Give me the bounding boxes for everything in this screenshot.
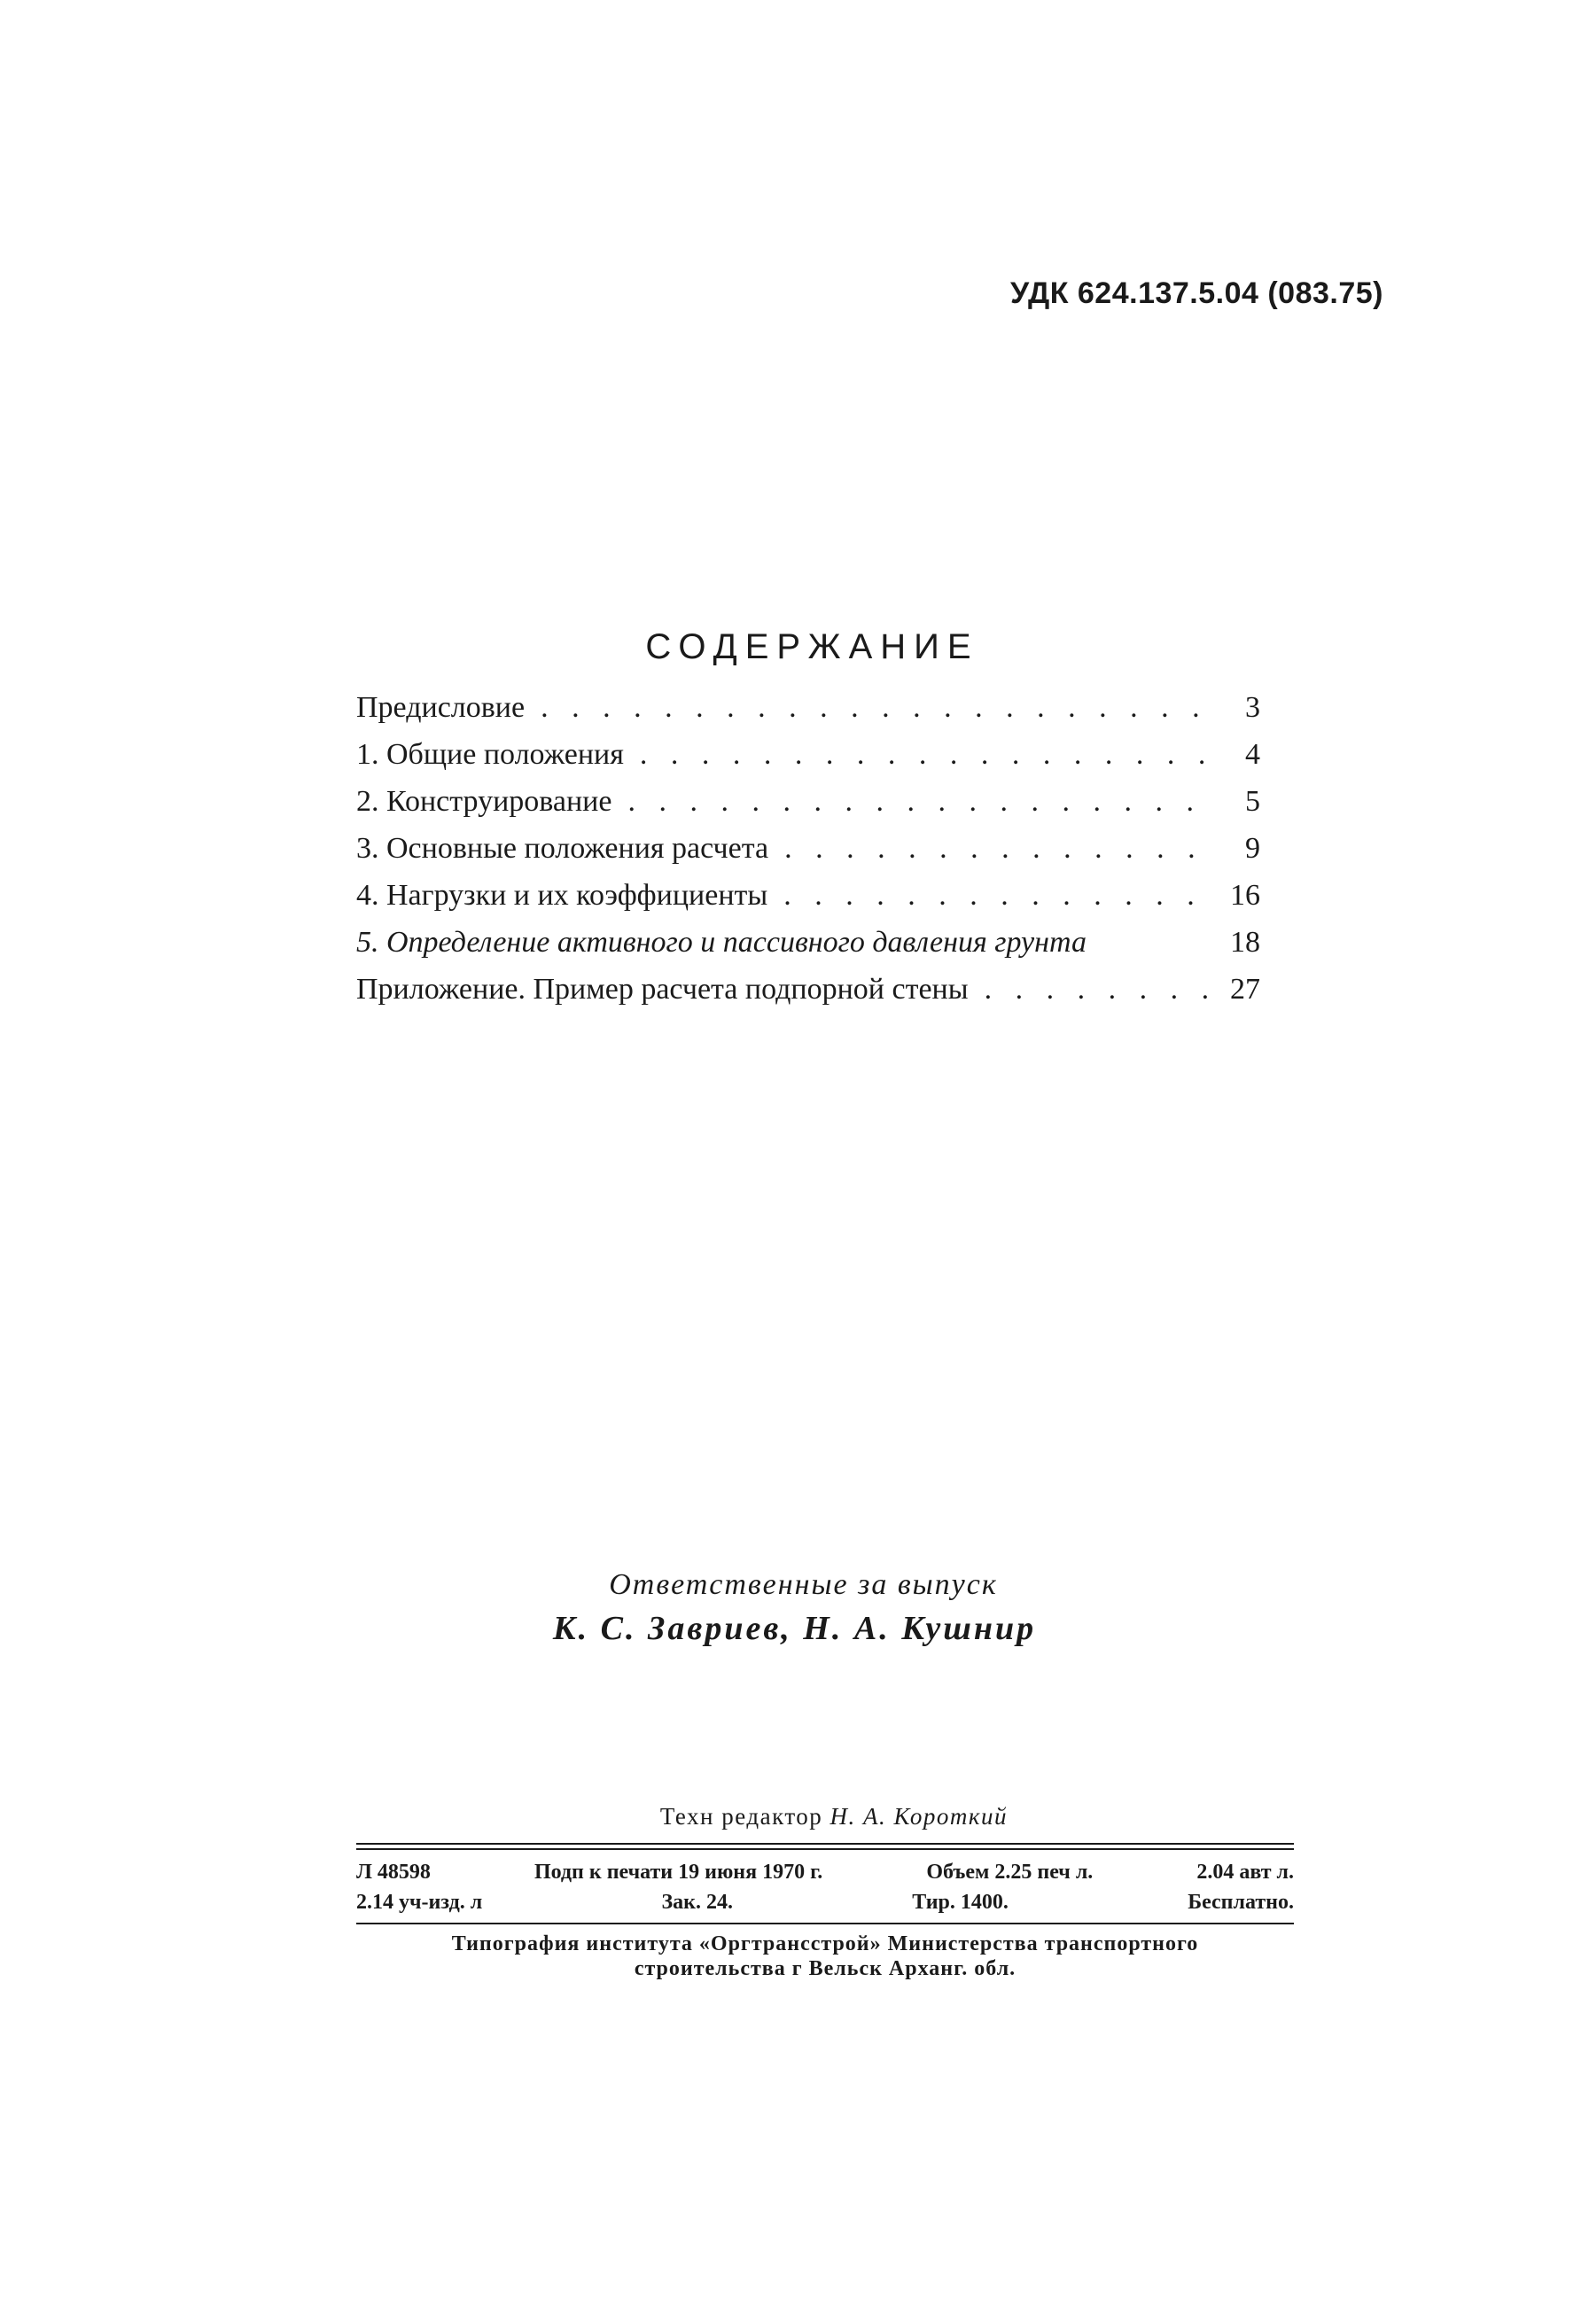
imprint-cell: Бесплатно. [1188, 1891, 1294, 1914]
imprint-cell: Тир. 1400. [912, 1891, 1009, 1914]
toc-leader-dots [768, 832, 1207, 866]
toc-entry-page: 18 [1230, 926, 1260, 959]
contents-title: СОДЕРЖАНИЕ [645, 627, 979, 666]
toc-entry [356, 879, 1260, 926]
toc-entry-page: 4 [1245, 738, 1260, 771]
printer-line: Типография института «Оргтрансстрой» Министерства транспортного [451, 1932, 1199, 1955]
table-of-contents [356, 691, 1260, 1020]
toc-leader-dots [969, 973, 1207, 1007]
toc-entry-label: 1. Общие положения [356, 738, 624, 771]
toc-entry-page: 9 [1245, 832, 1260, 865]
printer-info [356, 1924, 1294, 1981]
udk-code: УДК 624.137.5.04 (083.75) [1010, 276, 1383, 310]
imprint-row [356, 1857, 1294, 1887]
toc-entry-label: Предисловие [356, 691, 526, 724]
toc-entry-page: 16 [1230, 879, 1260, 912]
double-rule [356, 1843, 1294, 1850]
toc-entry-label: 2. Конструирование [356, 785, 612, 818]
toc-entry-page: 27 [1230, 973, 1260, 1006]
tech-editor-name: Н. А. Короткий [830, 1803, 1009, 1830]
colophon [356, 1803, 1294, 1981]
toc-entry-label: 5. Определение активного и пассивного давления грунта [356, 926, 1087, 959]
toc-entry [356, 926, 1260, 973]
tech-editor-line [356, 1803, 1294, 1830]
imprint-cell: Зак. 24. [661, 1891, 733, 1914]
imprint-cell: 2.14 уч-изд. л [356, 1891, 483, 1914]
toc-leader-dots [525, 691, 1207, 725]
imprint-row [356, 1887, 1294, 1917]
toc-entry-label: 4. Нагрузки и их коэффициенты [356, 879, 768, 912]
toc-entry [356, 832, 1260, 879]
toc-entry-page: 3 [1245, 691, 1260, 724]
responsible-names: К. С. Завриев, Н. А. Кушнир [552, 1610, 1037, 1647]
imprint-cell: Л 48598 [356, 1861, 431, 1884]
responsible-label: Ответственные за выпуск [609, 1568, 998, 1601]
toc-leader-dots [624, 738, 1207, 772]
imprint-block [356, 1850, 1294, 1923]
tech-editor-label: Техн редактор [659, 1803, 823, 1830]
printer-line: строительства г Вельск Арханг. обл. [634, 1957, 1016, 1980]
imprint-cell: Подп к печати 19 июня 1970 г. [534, 1861, 823, 1884]
toc-entry [356, 785, 1260, 832]
imprint-cell: Объем 2.25 печ л. [926, 1861, 1094, 1884]
toc-leader-dots [767, 879, 1207, 913]
imprint-cell: 2.04 авт л. [1196, 1861, 1294, 1884]
toc-entry-page: 5 [1245, 785, 1260, 818]
toc-entry [356, 738, 1260, 785]
responsible-block [0, 1568, 1589, 1648]
toc-entry-label: Приложение. Пример расчета подпорной стены [356, 973, 969, 1006]
toc-entry-label: 3. Основные положения расчета [356, 832, 769, 865]
toc-entry [356, 691, 1260, 738]
toc-leader-dots [611, 785, 1207, 819]
toc-entry [356, 973, 1260, 1020]
